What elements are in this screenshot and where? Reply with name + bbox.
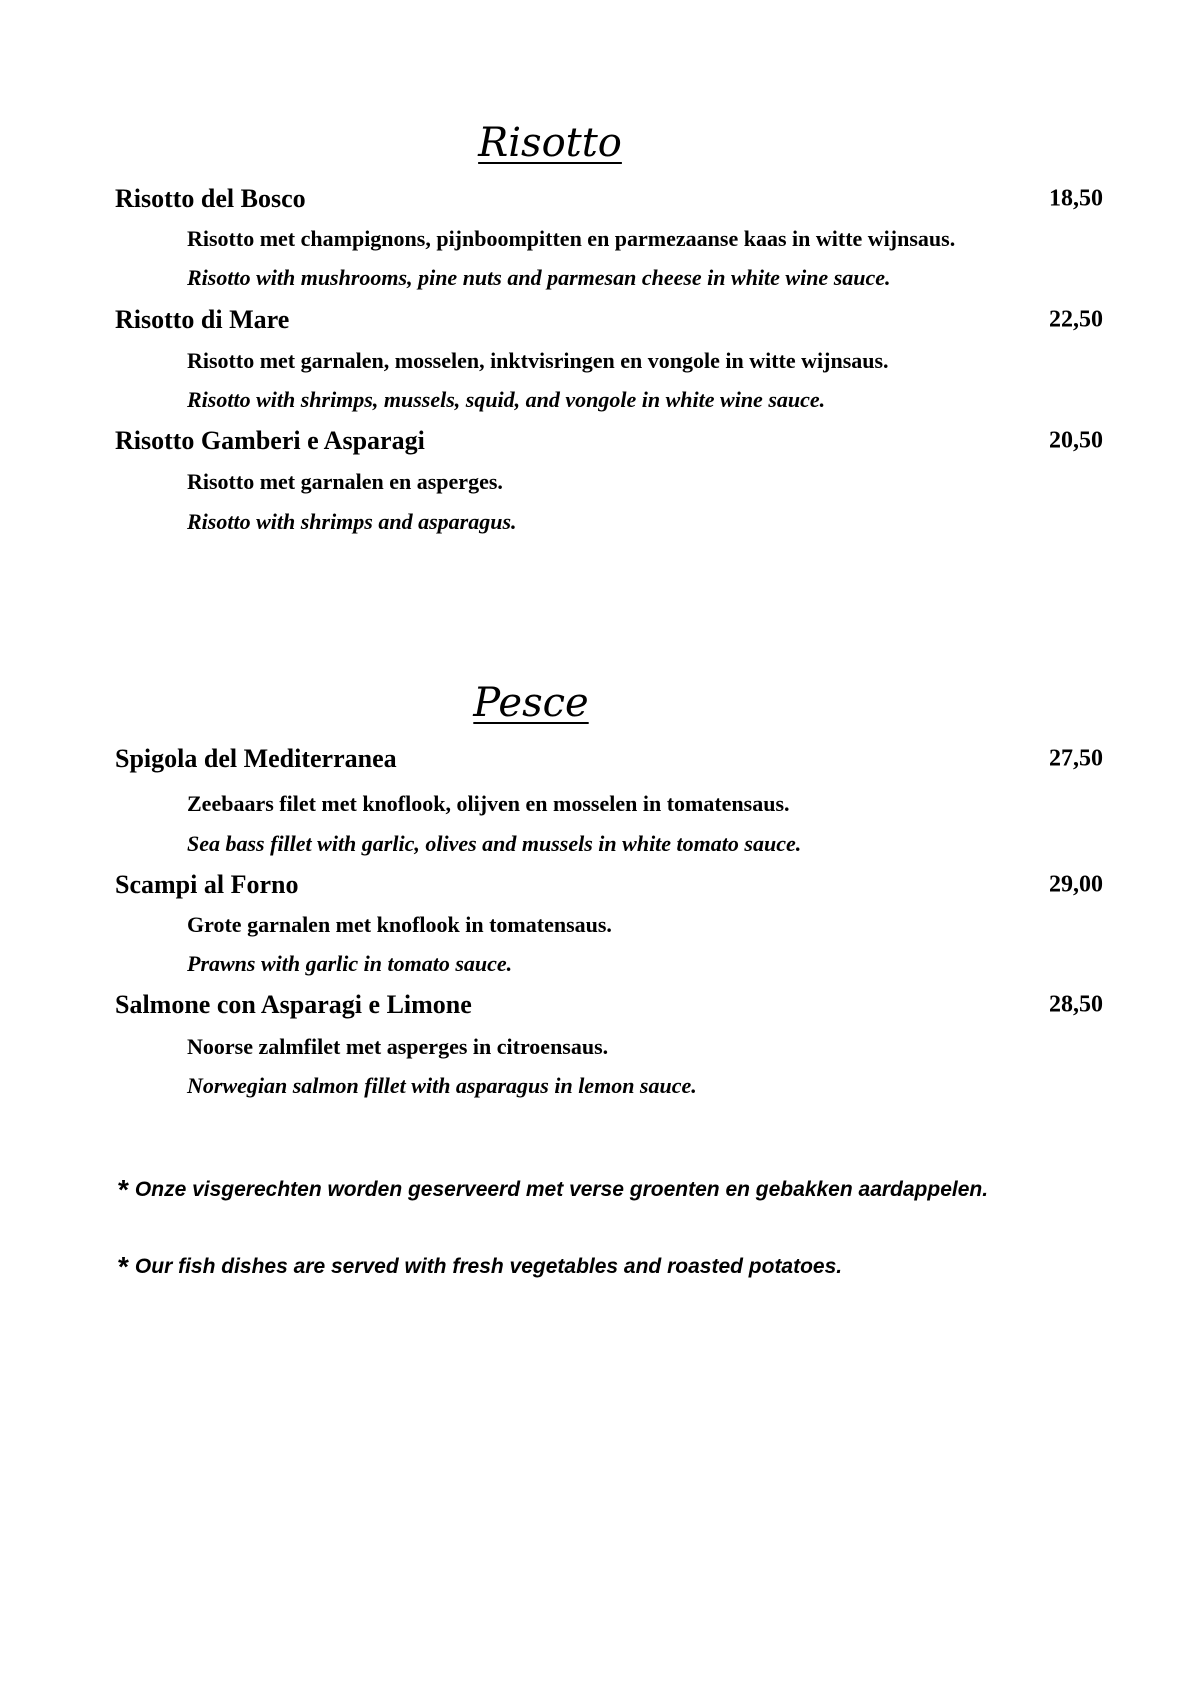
item-name: Scampi al Forno	[115, 870, 299, 899]
item-description-nl: Risotto met champignons, pijnboompitten en parmezaanse kaas in witte wijnsaus.	[187, 226, 956, 251]
item-description-nl: Grote garnalen met knoflook in tomatensaus.	[187, 912, 612, 937]
item-price: 28,50	[1049, 991, 1103, 1018]
item-description-nl: Risotto met garnalen en asperges.	[187, 469, 503, 494]
item-description-en: Prawns with garlic in tomato sauce.	[187, 951, 513, 976]
item-price: 29,00	[1049, 871, 1103, 898]
item-description-nl: Noorse zalmfilet met asperges in citroensaus.	[187, 1034, 609, 1059]
item-description-en: Sea bass fillet with garlic, olives and mussels in white tomato sauce.	[187, 831, 802, 856]
item-price: 20,50	[1049, 427, 1103, 454]
footnote-en	[118, 1251, 842, 1283]
item-name: Spigola del Mediterranea	[115, 744, 397, 773]
footnote-text: Our fish dishes are served with fresh vegetables and roasted potatoes.	[134, 1255, 843, 1278]
item-price: 18,50	[1049, 185, 1103, 212]
item-description-nl: Risotto met garnalen, mosselen, inktvisringen en vongole in witte wijnsaus.	[187, 348, 889, 373]
item-description-en: Norwegian salmon fillet with asparagus in lemon sauce.	[187, 1073, 697, 1098]
item-description-en: Risotto with shrimps and asparagus.	[187, 509, 517, 534]
item-name: Risotto di Mare	[115, 305, 290, 334]
item-price: 22,50	[1049, 306, 1103, 333]
item-description-en: Risotto with shrimps, mussels, squid, and vongole in white wine sauce.	[187, 387, 826, 412]
footnote-nl	[118, 1174, 988, 1206]
asterisk-icon: *	[118, 1251, 129, 1282]
footnote-text: Onze visgerechten worden geserveerd met verse groenten en gebakken aardappelen.	[134, 1178, 989, 1201]
section-title: Pesce	[473, 680, 589, 726]
item-description-nl: Zeebaars filet met knoflook, olijven en mosselen in tomatensaus.	[187, 791, 790, 816]
item-name: Risotto Gamberi e Asparagi	[115, 426, 425, 455]
section-title: Risotto	[478, 120, 622, 166]
item-name: Salmone con Asparagi e Limone	[115, 990, 472, 1019]
item-name: Risotto del Bosco	[115, 184, 306, 213]
item-description-en: Risotto with mushrooms, pine nuts and parmesan cheese in white wine sauce.	[187, 265, 891, 290]
item-price: 27,50	[1049, 745, 1103, 772]
asterisk-icon: *	[118, 1174, 129, 1205]
